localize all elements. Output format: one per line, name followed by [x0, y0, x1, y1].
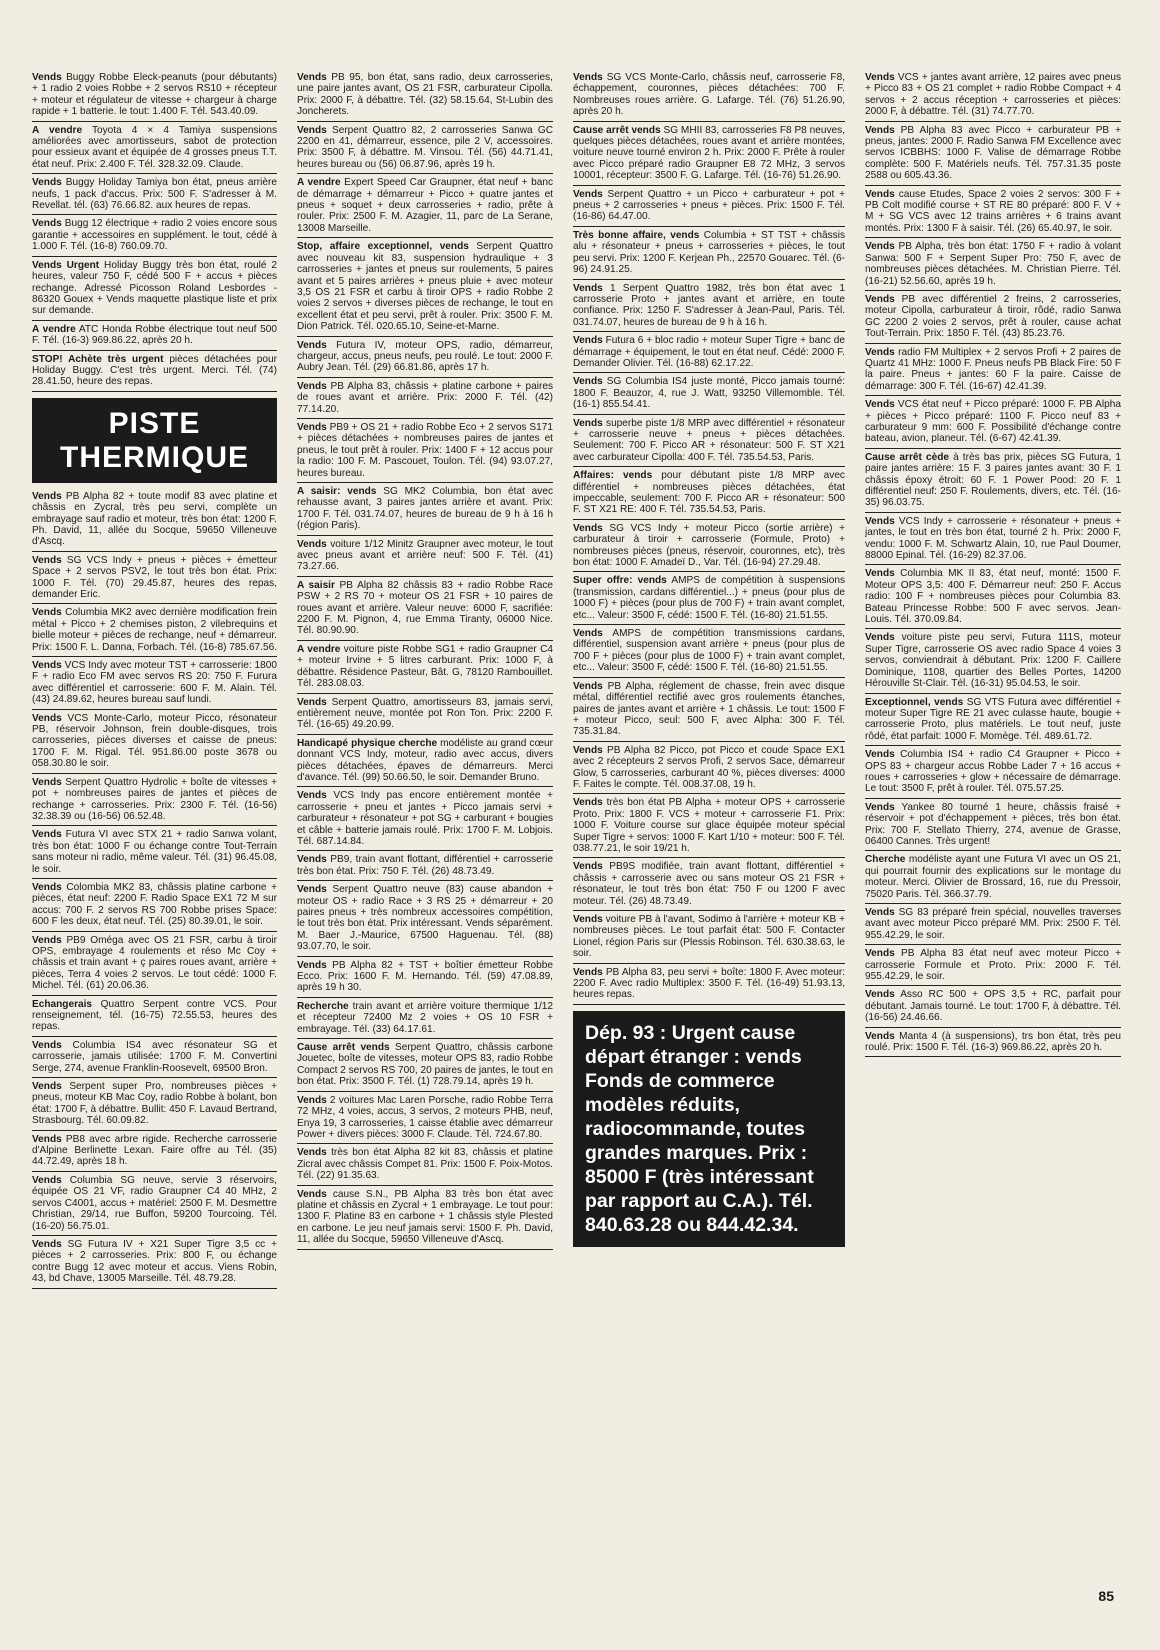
- ad-body: Yankee 80 tourné 1 heure, châssis fraisé + réservoir + pot d'échappement + pièces, très bon état. Prix: 700 F. Stellato Thierry, 274, avenue de Grasse, 06400 Cannes. Très urgent!: [865, 801, 1121, 847]
- classified-ad: [297, 697, 553, 735]
- classified-ad: [865, 632, 1121, 693]
- classified-ad: [32, 72, 277, 122]
- ad-lead: Vends: [297, 790, 327, 802]
- ad-lead: Vends: [865, 801, 895, 813]
- ad-lead: STOP! Achète très urgent: [32, 353, 164, 365]
- classified-ad: [573, 861, 845, 911]
- ad-lead: Vends: [573, 376, 603, 388]
- ad-lead: Vends: [297, 421, 327, 433]
- ad-lead: Vends: [865, 241, 895, 253]
- classified-ad: [865, 989, 1121, 1027]
- ad-body: 2 voitures Mac Laren Porsche, radio Robbe Terra 72 MHz, 4 voies, accus, 3 servos, 2 moteurs PHB, neuf, Enya 19, 3 carrosseries, 1 caisse établie avec démarreur Power + divers pièces: 3000 F. Claude. Tél. 724.67.80.: [297, 1094, 553, 1140]
- ad-lead: A vendre: [297, 177, 341, 189]
- ad-lead: Vends: [573, 417, 603, 429]
- banner-line: PISTE: [108, 406, 201, 440]
- classified-ad: [865, 697, 1121, 747]
- ad-body: Serpent Quattro avec nouveau kit 83, suspension hydraulique + 3 carrosseries + jantes et pneus sur roulements, 5 paires avant et 5 paires arrières + pneus pluie + avec moteur 3,5 OS 21 FSR et carbu à tiroir OPS + radio Robbe 2 voies 2 servos + diverses pièces de rechange, le tout en excellent état et peu servi, prêt à rouler. Prix: 3500 F. M. Dion Patrick. Tél. 020.65.10, Seine-et-Marne.: [297, 241, 553, 333]
- ad-body: pour débutant piste 1/8 MRP avec différentiel + nombreuses pièces détachées, état impeccable, seulement: 700 F. Picco AR + résonateur: 500 F. ST X21 RE: 400 F. Tél. 735.54.53, Paris.: [573, 470, 845, 516]
- ad-body: Serpent Quattro 82, 2 carrosseries Sanwa GC 2200 en 41, démarreur, essence, pile 2 V, accessoires. Prix: 3500 F, à débattre. M. Vinsou. Tél. (56) 44.71.41, heures bureau ou (56) 06.87.96, après 19 h.: [297, 124, 553, 170]
- ad-lead: Recherche: [297, 1000, 349, 1012]
- ad-body: PB Alpha 82 châssis 83 + radio Robbe Race PSW + 2 RS 70 + moteur OS 21 FSR + 10 paires de roues avant et arrière. Valeur neuve: 6000 F, sacrifiée: 2200 F. M. Pignon, 4, rue Emma Tiranty, 06000 Nice. Tél. 80.90.90.: [297, 579, 553, 637]
- ad-body: train avant et arrière voiture thermique 1/12 et récepteur 72400 Mz 2 voies + OS 10 FSR + embrayage. Tél. (33) 64.17.61.: [297, 1000, 553, 1035]
- ad-body: SG VCS Indy + moteur Picco (sortie arrière) + carburateur à tiroir + carrosserie (Formule, Proto) + nombreuses pièces (pneus, réservoir, couronnes, etc), très bon état: 1000 F. Amadeï D., Var. Tél. (16-94) 27.29.48.: [573, 522, 845, 569]
- ad-body: PB Alpha 82 + TST + boîtier émetteur Robbe Ecco. Prix: 1600 F. M. Hernando. Tél. (59) 47.08.89, après 19 h 30.: [297, 959, 553, 994]
- ad-body: SG VCS Monte-Carlo, châssis neuf, carrosserie F8, échappement, couronnes, pièces détachées: 700 F. Nombreuses roues arrière. G. Lafarge. Tél. (76) 51.26.90, après 20 h.: [573, 72, 845, 118]
- ad-lead: Cause arrêt cède: [865, 451, 949, 463]
- ad-body: PB Alpha, très bon état: 1750 F + radio à volant Sanwa: 500 F + Serpent Super Pro: 750 F, avec de nombreuses pièces détachées. M. Christian Pierre. Tél. (16-21) 52.56.60, après 19 h.: [865, 241, 1121, 287]
- classified-ad: [573, 189, 845, 227]
- ad-lead: Vends: [865, 632, 895, 644]
- ad-lead: A saisir: vends: [297, 486, 377, 497]
- ad-body: VCS état neuf + Picco préparé: 1000 F. PB Alpha + pièces + Picco préparé: 1100 F. Picco neuf 83 + carburateur 9 mm: 600 F. Possibilité d'échange contre bateau, avion, planeur. Tél. (6-67) 42.41.39.: [865, 399, 1121, 445]
- ad-lead: Vends: [573, 797, 603, 809]
- section-banner-piste-thermique: [32, 398, 277, 483]
- ad-lead: Vends: [573, 966, 603, 978]
- ad-body: VCS Indy pas encore entièrement montée + carrosserie + pneu et jantes + Picco jamais servi + carburateur + résonateur + pot SG + carburant + bougies et câble + batterie jamais roulé. Prix: 1700 F. M. Lobjois. Tél. 687.14.84.: [297, 790, 553, 847]
- classified-ad: [32, 777, 277, 827]
- classified-ad: [865, 72, 1121, 122]
- ad-lead: Vends: [32, 490, 62, 502]
- ad-body: Serpent Quattro, châssis carbone Jouetec, boîte de vitesses, moteur OPS 83, radio Robbe Compact 2 servos RS 700, 20 paires de jantes, le tout en bon état. Prix: 3500 F. Tél. (1) 728.79.14, après 19 h.: [297, 1042, 553, 1088]
- ad-lead: Vends: [573, 914, 603, 925]
- banner-line: THERMIQUE: [60, 440, 249, 474]
- ad-body: Serpent super Pro, nombreuses pièces + pneus, moteur KB Mac Coy, radio Robbe à bolant, bon état: 1700 F, à débattre. Bullit: 450 F. Lavaud Bertrand, Strasbourg. Tél. 60.09.82.: [32, 1081, 277, 1127]
- ad-body: voiture piste peu servi, Futura 111S, moteur Super Tigre, carrosserie OS avec radio Space 4 voies 3 servos, conviendrait à débutant. Prix: 1200 F. Caillere Dominique, 1108, quartier des Belles Portes, 14200 Hérouville St-Clair. Tél. (16-31) 95.04.53, le soir.: [865, 632, 1121, 690]
- ad-body: très bon état Alpha 82 kit 83, châssis et platine Zicral avec châssis Compet 81. Prix: 1500 F. Poix-Motos. Tél. (22) 91.35.63.: [297, 1147, 553, 1182]
- ad-lead: Vends: [32, 881, 62, 893]
- ad-lead: Vends: [573, 628, 603, 640]
- ad-lead: Vends: [573, 522, 603, 534]
- ad-body: PB9 Oméga avec OS 21 FSR, carbu à tiroir OPS, embrayage 4 roulements et réso Mc Coy + châssis et train avant + ç paires roues avant, arrière + pièces, Terra 4 voies 2 servos. Le tout cédé: 1000 F. Michel. Tél. (61) 20.06.36.: [32, 934, 277, 992]
- ad-lead: Vends: [573, 335, 603, 347]
- classified-ad: [573, 418, 845, 468]
- classified-ad: [32, 324, 277, 351]
- ad-lead: A vendre: [32, 323, 76, 335]
- ad-body: SG VTS Futura avec différentiel + moteur Super Tigre RE 21 avec culasse haute, bougie + carrosserie Proto, plus matériels. Le tout neuf, juste rôdé, état parfait: 1000 F. Momège. Tél. 489.61.72.: [865, 696, 1121, 742]
- ad-lead: Vends: [32, 607, 62, 619]
- classified-ad: [32, 177, 277, 215]
- classified-ad: [573, 230, 845, 280]
- ad-body: ATC Honda Robbe électrique tout neuf 500 F. Tél. (16-3) 969.86.22, après 20 h.: [32, 323, 277, 347]
- ad-lead: Echangerais: [32, 998, 93, 1010]
- ad-body: cause S.N., PB Alpha 83 très bon état avec platine et châssis en Zycral + 1 embrayage. Le tout pour: 1300 F. Platine 83 en carbone + 1 châssis style Plested en carbone. Le jeu neuf jamais servi: 1500 F. Ph. David, 11, allée du Socque, 59650 Villeneuve d'Ascq.: [297, 1188, 553, 1246]
- ad-lead: Vends: [32, 829, 62, 841]
- ad-lead: Vends: [32, 1081, 62, 1093]
- classified-ad: [573, 523, 845, 573]
- ad-lead: Vends: [297, 1147, 327, 1159]
- ad-body: AMPS de compétition à suspensions (transmission, cardans différentiel...) + pneus (pour plus de 1000 F) + pièces (pour plus de 700 F) + train avant complet, etc... Valeur: 3500 F, cédé: 1500 F. Tél. (16-80) 21.51.55.: [573, 575, 845, 621]
- ad-lead: Vends: [32, 72, 62, 83]
- column-3: [573, 72, 845, 1592]
- ad-body: VCS Monte-Carlo, moteur Picco, résonateur PB, réservoir Johnson, frein double-disques, trois carrosseries, pièces diverses et caisse de pneus: 1700 F. M. Rigal. Tél. 951.86.00 poste 3678 ou 058.30.80 le soir.: [32, 712, 277, 770]
- classified-ad: [297, 1147, 553, 1185]
- ad-body: cause Etudes, Space 2 voies 2 servos: 300 F + PB Colt modifié course + ST RE 80 préparé: 800 F. V + M + SG VCS avec 12 trains arrières + 6 trains avant montés. Prix: 1300 F à saisir. Tél. (26) 65.40.97, le soir.: [865, 188, 1121, 234]
- ad-lead: A vendre: [297, 643, 341, 655]
- classified-ad: [297, 960, 553, 998]
- column-4: [865, 72, 1121, 1592]
- classified-ad: [32, 935, 277, 996]
- ad-lead: Vends: [297, 538, 327, 550]
- classified-ad: [865, 189, 1121, 239]
- classified-ad: [32, 660, 277, 710]
- classified-ad: [865, 241, 1121, 291]
- ad-lead: Vends: [297, 124, 327, 136]
- ad-body: PB9S modifiée, train avant flottant, différentiel + châssis + carrosserie avec ou sans moteur OS 21 FSR + résonateur, le tout très bon état: 750 F ou 1200 F avec moteur. Tél. (26) 48.73.49.: [573, 861, 845, 907]
- classified-ad: [32, 491, 277, 552]
- classified-ad: [573, 72, 845, 122]
- classified-ad: [297, 1095, 553, 1145]
- column-1: [32, 72, 277, 1592]
- ad-lead: Vends: [297, 696, 327, 708]
- ad-body: voiture 1/12 Minitz Graupner avec moteur, le tout avec pneus avant et arrière neuf: 500 F. Tél. (41) 73.27.66.: [297, 538, 553, 573]
- ad-body: VCS Indy avec moteur TST + carrosserie: 1800 F + radio Eco FM avec servos RS 20: 750 F. Furura avec différentiel et carrosserie: 600 F. M. Alain. Tél. (43) 24.89.62, heures bureau sauf lundi.: [32, 660, 277, 706]
- ad-body: PB8 avec arbre rigide. Recherche carrosserie d'Alpine Berlinette Lexan. Faire offre au Tél. (35) 44.72.49, après 18 h.: [32, 1133, 277, 1168]
- ad-lead: Vends: [32, 1039, 62, 1051]
- ad-body: Quattro Serpent contre VCS. Pour renseignement, tél. (16-75) 72.55.53, heures des repas.: [32, 998, 277, 1033]
- ad-body: Serpent Quattro, amortisseurs 83, jamais servi, entièrement neuve, montée pot Ron Ton. Prix: 2200 F. Tél. (16-65) 49.20.99.: [297, 696, 553, 731]
- ad-lead: Vends: [297, 1188, 327, 1200]
- ad-body: Columbia SG neuve, servie 3 réservoirs, équipée OS 21 VF, radio Graupner C4 40 MHz, 2 servos C4001, accus + matériel: 2500 F. M. Desmettre Christian, 29/14, rue Buffon, 59200 Tourcoing. Tél. (16-20) 56.75.01.: [32, 1174, 277, 1232]
- classified-ad: [297, 241, 553, 336]
- ad-body: PB 95, bon état, sans radio, deux carrosseries, une paire jantes avant, OS 21 FSR, carburateur Cipolla. Prix: 2000 F, à débattre. Tél. (32) 58.15.64, St-Lubin des Joncherets.: [297, 72, 553, 118]
- ad-body: modéliste au grand cœur donnant VCS Indy, moteur, radio avec accus, divers pièces détachées, épaves de démarreurs. Merci d'avance. Tél. (99) 50.66.50, le soir. Demander Bruno.: [297, 737, 553, 783]
- ad-body: PB Alpha 83, châssis + platine carbone + paires de roues avant et arrière. Prix: 2000 F. Tél. (42) 77.14.20.: [297, 380, 553, 415]
- ad-body: PB Alpha, réglement de chasse, frein avec disque métal, différentiel rectifié avec gros roulements étanches, paires de jantes avant et arrière + 1 châssis. Le tout: 1500 F + moteur Picco, seul: 500 F, avec Alpha: 300 F. Tél. 735.31.84.: [573, 680, 845, 738]
- ad-body: Serpent Quattro Hydrolic + boîte de vitesses + pot + nombreuses paires de jantes et pièces de rechange + carrosseries. Prix: 2300 F. Tél. (16-56) 32.38.39 ou (16-56) 06.52.48.: [32, 776, 277, 822]
- dep-93-boxed-ad: Dép. 93 : Urgent cause départ étranger : vends Fonds de commerce modèles réduits, radiocommande, toutes grandes marques. Prix : 85000 F (très intéressant par rapport au C.A.). Tél. 840.63.28 ou 844.42.34.: [573, 1011, 845, 1247]
- classified-ad: [573, 681, 845, 742]
- ad-lead: Vends: [865, 989, 895, 1001]
- classified-ad: [297, 1001, 553, 1039]
- ad-lead: Vends: [865, 346, 895, 358]
- classified-ad: [865, 907, 1121, 945]
- ad-lead: Vends: [573, 282, 603, 294]
- ad-body: Columbia MK2 avec dernière modification frein métal + Picco + 2 chemises piston, 2 vilebrequins et bielle moteur + pièces de rechange, neuf + démarreur. Prix: 1500 F. L. Danna, Forbach. Tél. (16-8) 785.67.56.: [32, 607, 277, 653]
- ad-lead: Cause arrêt vends: [573, 124, 661, 136]
- column-2: [297, 72, 553, 1592]
- ad-lead: Cherche: [865, 854, 906, 866]
- ad-lead: Stop, affaire exceptionnel, vends: [297, 241, 469, 253]
- ad-lead: Vends: [573, 72, 603, 83]
- classified-ad: [865, 294, 1121, 344]
- ad-body: PB9 + OS 21 + radio Robbe Eco + 2 servos S171 + pièces détachées + nombreuses paires de jantes et pneus, le tout prêt à rouler. Prix: 1400 F + 12 accus pour la radio: 100 F. M. Pascouet, Toulon. Tél. (94) 93.07.27, heures bureau.: [297, 421, 553, 479]
- ad-lead: Vends: [573, 680, 603, 692]
- ad-body: Columbia + ST TST + châssis alu + résonateur + pneus + carrosseries + pièces, le tout peu servi. Prix: 1200 F. Kerjean Ph., 22570 Gouarec. Tél. (6-96) 24.91.25.: [573, 229, 845, 276]
- classified-ad: [297, 580, 553, 641]
- ad-lead: Vends: [297, 884, 327, 896]
- classified-ad: [32, 713, 277, 774]
- ad-body: Buggy Holiday Tamiya bon état, pneus arrière neufs, 1 pack d'accus. Prix: 500 F. S'adresser à M. Revellat. tél. (63) 76.66.82. aux heures de repas.: [32, 177, 277, 212]
- classified-ad: [32, 999, 277, 1037]
- classified-ad: [297, 486, 553, 536]
- ad-body: VCS + jantes avant arrière, 12 paires avec pneus + Picco 83 + OS 21 complet + radio Robbe Compact + 4 servos + 2 accus réception + carrosseries et pièces: 2000 F, à débattre. Tél. (31) 74.77.70.: [865, 72, 1121, 118]
- classified-ad: [573, 335, 845, 373]
- ad-lead: Vends: [865, 188, 895, 200]
- classified-ad: [297, 177, 553, 238]
- ad-lead: Vends: [297, 72, 327, 83]
- ad-body: Holiday Buggy très bon état, roulé 2 heures, valeur 750 F, cédé 500 F + accus + pièces rechange. Adressé Picosson Roland Lesbordes - 86320 Gouex + Vends maquette plastique liste et prix sur demande.: [32, 259, 277, 317]
- ad-body: Asso RC 500 + OPS 3,5 + RC, parfait pour débutant. Jamais tourné. Le tout: 1700 F, à débattre. Tél. (16-56) 24.46.66.: [865, 989, 1121, 1024]
- classified-ad: [32, 555, 277, 605]
- ad-lead: Vends: [32, 712, 62, 724]
- ad-lead: Vends: [865, 1030, 895, 1042]
- ad-lead: Vends: [297, 380, 327, 392]
- ad-lead: Vends: [32, 1133, 62, 1145]
- ad-body: SG MHII 83, carrosseries F8 P8 neuves, quelques pièces détachées, roues avant et arrière montées, voiture neuve tourné environ 2 h. Prix: 2000 F. Prête à rouler avec Picco préparé radio Graupner E8 72 MHz, 3 servos 10001, récepteur: 3500 F. G. Lafarge. Tél. (16-76) 51.26.90.: [573, 124, 845, 182]
- classified-ad: [865, 1031, 1121, 1058]
- ad-body: Expert Speed Car Graupner, état neuf + banc de démarrage + démarreur + Picco + quatre jantes et pneus + soquet + deux carrosseries + radio, prête à rouler. Prix: 2500 F. M. Azagier, 11, parc de La Serane, 13008 Marseille.: [297, 177, 553, 234]
- classified-ad: [573, 125, 845, 186]
- ad-lead: Vends: [32, 554, 62, 566]
- ad-lead: Vends: [865, 568, 895, 580]
- ad-body: voiture PB à l'avant, Sodimo à l'arrière + moteur KB + nombreuses pièces. Le tout parfait état: 500 F. Contacter Lionel, région Paris sur (Plessis Robinson. Tél. 630.38.63, le soir.: [573, 914, 845, 960]
- ad-body: modéliste ayant une Futura VI avec un OS 21, qui pourrait fournir des explications sur le montage du moteur. Merci. Olivier de Brossard, 16, rue du Pressoir, 75020 Paris. Tél. 366.37.79.: [865, 854, 1121, 900]
- ad-lead: Super offre: vends: [573, 575, 667, 587]
- classified-ad: [32, 218, 277, 256]
- ad-lead: Vends: [32, 218, 62, 230]
- classified-ad: [32, 1175, 277, 1236]
- ad-body: SG VCS Indy + pneus + pièces + émetteur Space + 2 servos PSV2, le tout très bon état. Prix: 1000 F. Tél. (70) 29.45.87, heures des repas, demander Eric.: [32, 554, 277, 600]
- ad-lead: Vends: [865, 293, 895, 305]
- ad-lead: Affaires: vends: [573, 470, 653, 482]
- ad-body: à très bas prix, pièces SG Futura, 1 paire jantes arrière: 15 F. 3 paires jantes avant: 30 F. 1 châssis époxy étroit: 60 F. 1 Power Pood: 20 F. 1 différentiel neuf: 250 F. Roulements, divers, etc. Tél. (16-35) 96.03.75.: [865, 451, 1121, 509]
- ad-body: superbe piste 1/8 MRP avec différentiel + résonateur + carrosserie neuve + pneus + pièces détachées. Seulement: 700 F. Picco AR + résonateur: 500 F. ST X21 avec carburateur Cipolla: 400 F. Tél. 735.54.53, Paris.: [573, 417, 845, 463]
- ad-body: AMPS de compétition transmissions cardans, différentiel, suspension avant arrière + pneus (pour plus de 700 F + pièces (pour plus de 1000 F) + train avant complet, etc... Valeur: 3500 F, cédé: 1500 F. Tél. (16-80) 21.51.55.: [573, 628, 845, 674]
- ad-body: Futura 6 + bloc radio + moteur Super Tigre + banc de démarrage + équipement, le tout en état neuf. Cédé: 2000 F. Demander Olivier. Tél. (16-88) 62.17.22.: [573, 335, 845, 369]
- ad-body: SG 83 préparé frein spécial, nouvelles traverses avant avec moteur Picco préparé MM. Prix: 2500 F. Tél. 955.42.29, le soir.: [865, 907, 1121, 941]
- ad-lead: Vends: [32, 1174, 62, 1186]
- classified-ad: [297, 1042, 553, 1092]
- classified-ad: [297, 340, 553, 378]
- classified-ad: [573, 797, 845, 858]
- classified-ad: [32, 1239, 277, 1289]
- classified-ad: [297, 790, 553, 851]
- ad-lead: Vends: [573, 861, 603, 873]
- ad-body: SG Futura IV + X21 Super Tigre 3,5 cc + pièces + 2 carrosseries. Prix: 800 F, ou échange contre Bugg 12 avec moteur et accus. Viens Robin, 43, bd Chave, 13005 Marseille. Tél. 48.79.28.: [32, 1238, 277, 1285]
- ad-body: VCS Indy + carrosserie + résonateur + pneus + jantes, le tout en très bon état, tourné 2 h. Prix: 2000 F, vendu: 1000 F. M. Schwartz Alain, 10, rue Paul Doumer, 88000 Epinal. Tél. (16-29) 82.37.06.: [865, 515, 1121, 562]
- classified-ad: [865, 948, 1121, 986]
- ad-body: très bon état PB Alpha + moteur OPS + carrosserie Proto. Prix: 1800 F. VCS + moteur + carrosserie F1. Prix: 1000 F. Voiture course sur glace équipée moteur spécial Super Tigre + servos: 1000 F. Kart 1/10 + moteur: 500 F. Tél. 038.77.21, le soir 19/21 h.: [573, 797, 845, 854]
- classified-ad: [573, 967, 845, 1005]
- ad-lead: Vends: [32, 177, 62, 189]
- classified-ad: [297, 738, 553, 788]
- ad-lead: Vends: [865, 749, 895, 761]
- classified-ad: [297, 644, 553, 694]
- classified-ad: [865, 516, 1121, 566]
- classified-ad: [297, 381, 553, 419]
- ad-lead: A vendre: [32, 124, 83, 136]
- ad-body: Manta 4 (à suspensions), trs bon état, très peu roulé. Prix: 1500 F. Tél. (16-3) 969.86.22, après 20 h.: [865, 1030, 1121, 1054]
- classified-ad: [297, 539, 553, 577]
- ad-lead: Vends: [297, 959, 327, 971]
- ad-body: Futura VI avec STX 21 + radio Sanwa volant, très bon état: 1000 F ou échange contre Tout-Terrain sans moteur ni radio, même valeur. Tél. (31) 96.45.08, le soir.: [32, 829, 277, 875]
- classified-ad: [573, 470, 845, 520]
- ad-lead: Vends: [865, 907, 895, 918]
- ad-lead: Vends: [573, 744, 603, 756]
- ad-lead: A saisir: [297, 579, 335, 591]
- classified-ad: [865, 347, 1121, 397]
- ad-lead: Vends: [32, 1238, 62, 1250]
- ad-lead: Vends: [32, 776, 62, 788]
- classified-ad: [573, 628, 845, 678]
- ad-body: Futura IV, moteur OPS, radio, démarreur, chargeur, accus, pneus neufs, peu roulé. Le tout: 2000 F. Aubry Jean. Tél. (29) 66.81.86, après 17 h.: [297, 339, 553, 374]
- classified-ad: [32, 1040, 277, 1078]
- classified-ad: [297, 72, 553, 122]
- ad-body: SG Columbia IS4 juste monté, Picco jamais tourné: 1800 F. Beauzor, 4, rue J. Watt, 93250 Villemomble. Tél. (16-1) 855.54.41.: [573, 376, 845, 411]
- ad-lead: Vends: [297, 1094, 327, 1106]
- ad-body: radio FM Multiplex + 2 servos Profi + 2 paires de Quartz 41 MHz: 1000 F. Pneus neufs PB Black Fire: 50 F la paire. Pneus + jantes: 60 F la paire. Caisse de démarrage: 300 F. Tél. (16-67) 42.41.39.: [865, 346, 1121, 392]
- ad-body: Serpent Quattro + un Picco + carburateur + pot + pneus + 2 carrosseries + pneus + pièces. Prix: 1500 F. Tél. (16-86) 64.47.00.: [573, 188, 845, 223]
- classified-ads-page: [32, 72, 1126, 1592]
- ad-body: Columbia MK II 83, état neuf, monté: 1500 F. Moteur OPS 3,5: 400 F. Démarreur neuf: 250 F. Accus radio: 100 F + nombreuses pièces pour Columbia 83. Bateau Princesse Robbe: 500 F avec servos. Jean-Louis. Tél. 370.09.84.: [865, 568, 1121, 626]
- classified-ad: [865, 749, 1121, 799]
- classified-ad: [32, 260, 277, 321]
- classified-ad: [32, 607, 277, 657]
- ad-body: SG MK2 Columbia, bon état avec rehausse avant, 3 paires jantes arrière et avant. Prix: 1700 F. Tél. 031.74.07, heures de bureau de 9 h à 16 h (région Paris).: [297, 486, 553, 532]
- ad-lead: Vends: [32, 660, 62, 672]
- ad-lead: Vends: [865, 399, 895, 411]
- ad-lead: Vends: [865, 124, 895, 136]
- classified-ad: [865, 802, 1121, 852]
- classified-ad: [297, 854, 553, 881]
- classified-ad: [297, 884, 553, 956]
- ad-body: Toyota 4 × 4 Tamiya suspensions améliorées avec amortisseurs, sabot de protection pour essieux avant et équipée de 4 grosses pneus T.T. état neuf. Prix: 2.400 F. Tél. 328.32.09. Claude.: [32, 124, 277, 170]
- ad-lead: Vends: [865, 515, 895, 527]
- ad-body: PB Alpha 83 avec Picco + carburateur PB + pneus, jantes: 2000 F. Radio Sanwa FM Excellence avec servos ICBBHS: 1000 F. Valise de démarrage Robbe complète: 500 F. Matériels neufs. Tél. 757.31.35 poste 2588 ou 605.43.36.: [865, 124, 1121, 182]
- classified-ad: [32, 354, 277, 392]
- classified-ad: [32, 1134, 277, 1172]
- classified-ad: [32, 882, 277, 932]
- ad-lead: Vends: [297, 339, 327, 351]
- classified-ad: [297, 422, 553, 483]
- classified-ad: [865, 125, 1121, 186]
- ad-body: Serpent Quattro neuve (83) cause abandon + moteur OS + radio Race + 3 RS 25 + démarreur + 20 paires pneus + très nombreux accessoires compétition, le tout très bon état. Prix intéressant. Vends séparément. M. Baer J.-Maurice, 67500 Haguenau. Tél. (88) 93.07.70, le soir.: [297, 884, 553, 953]
- ad-lead: Très bonne affaire, vends: [573, 229, 700, 241]
- ad-body: Columbia IS4 + radio C4 Graupner + Picco + OPS 83 + chargeur accus Robbe Lader 7 + 16 accus + roues + carrosseries + glow + nécessaire de démarrage. Le tout: 3500 F, prêt à rouler. Tél. 075.57.25.: [865, 749, 1121, 795]
- classified-ad: [297, 1189, 553, 1250]
- classified-ad: [297, 125, 553, 175]
- ad-lead: Vends: [32, 934, 62, 946]
- classified-ad: [865, 399, 1121, 449]
- ad-body: PB Alpha 83 état neuf avec moteur Picco + carrosserie Formule et Proto. Prix: 2000 F. Tél. 955.42.29, le soir.: [865, 948, 1121, 983]
- ad-body: voiture piste Robbe SG1 + radio Graupner C4 + moteur Irvine + 5 litres carburant. Prix: 1000 F, à débattre. Résidence Pasteur, Bât. G, 78120 Rambouillet. Tél. 283.08.03.: [297, 643, 553, 690]
- ad-lead: Vends: [865, 948, 895, 960]
- classified-ad: [865, 452, 1121, 513]
- ad-body: PB avec différentiel 2 freins, 2 carrosseries, moteur Cipolla, carburateur à tiroir, rôdé, radio Sanwa GC 2200 2 voies 2 servos, prêt à rouler, cause achat Tout-Terrain. Prix: 1850 F. Tél. (43) 85.23.76.: [865, 293, 1121, 340]
- classified-ad: [573, 283, 845, 333]
- classified-ad: [573, 575, 845, 625]
- classified-ad: [32, 125, 277, 175]
- classified-ad: [32, 829, 277, 879]
- ad-lead: Vends: [865, 72, 895, 83]
- ad-lead: Vends Urgent: [32, 259, 100, 271]
- ad-body: Buggy Robbe Eleck-peanuts (pour débutants) + 1 radio 2 voies Robbe + 2 servos RS10 + récepteur + moteur et régulateur de vitesse + chargeur à charge rapide + 1 batterie. le tout: 1.400 F. Tél. 543.40.09.: [32, 72, 277, 118]
- ad-lead: Cause arrêt vends: [297, 1042, 390, 1054]
- classified-ad: [865, 854, 1121, 904]
- ad-body: pièces détachées pour Holiday Buggy. C'est très urgent. Merci. Tél. (74) 28.41.50, heure des repas.: [32, 353, 277, 388]
- ad-body: PB Alpha 82 + toute modif 83 avec platine et châssis en Zycral, très peu servi, complète un embrayage sauf radio et moteur, très bon état: 1200 F. Ph. David, 11, allée du Socque, 59650 Villeneuve d'Ascq.: [32, 490, 277, 548]
- ad-body: Bugg 12 électrique + radio 2 voies encore sous garantie + accessoires en supplément. le tout, cédé à 1.000 F. Tél. (16-8) 760.09.70.: [32, 218, 277, 253]
- classified-ad: [573, 376, 845, 414]
- ad-body: PB Alpha 82 Picco, pot Picco et coude Space EX1 avec 2 récepteurs 2 servos Profi, 2 servos Sace, démarreur Glow, 5 carrosseries, carburant 40 %, pièces diverses: 4000 F. Faites le compte. Tél. 008.37.08, 19 h.: [573, 744, 845, 790]
- classified-ad: [865, 568, 1121, 629]
- ad-body: 1 Serpent Quattro 1982, très bon état avec 1 carrosserie Proto + jantes avant et arrière, en toute confiance. Prix: 1250 F. S'adresser à Jean-Paul, Paris. Tél. 031.74.07, heures de bureau de 9 h à 16 h.: [573, 282, 845, 328]
- classified-ad: [573, 914, 845, 964]
- ad-body: PB9, train avant flottant, différentiel + carrosserie très bon état. Prix: 750 F. Tél. (26) 48.73.49.: [297, 854, 553, 877]
- ad-lead: Vends: [297, 854, 327, 866]
- ad-lead: Handicapé physique cherche: [297, 737, 438, 749]
- ad-lead: Vends: [573, 188, 603, 200]
- ad-body: Colombia MK2 83, châssis platine carbone + pièces, état neuf: 2200 F. Radio Space EX1 72 M sur accus: 700 F. 2 servos RS 700 Robbe prises Space: 600 F les deux, état neuf. Tél. (25) 80.39.01, le soir.: [32, 881, 277, 928]
- page-number: 85: [1098, 1588, 1114, 1604]
- classified-ad: [573, 745, 845, 795]
- ad-body: PB Alpha 83, peu servi + boîte: 1800 F. Avec moteur: 2200 F. Avec radio Multiplex: 3500 F. Tél. (16-49) 51.93.13, heures repas.: [573, 966, 845, 1001]
- classified-ad: [32, 1081, 277, 1131]
- ad-body: Columbia IS4 avec résonateur SG et carrosserie, jamais utilisée: 1700 F. M. Convertini Serge, 274, avenue Franklin-Roosevelt, 69500 Bron.: [32, 1039, 277, 1074]
- ad-lead: Exceptionnel, vends: [865, 696, 964, 708]
